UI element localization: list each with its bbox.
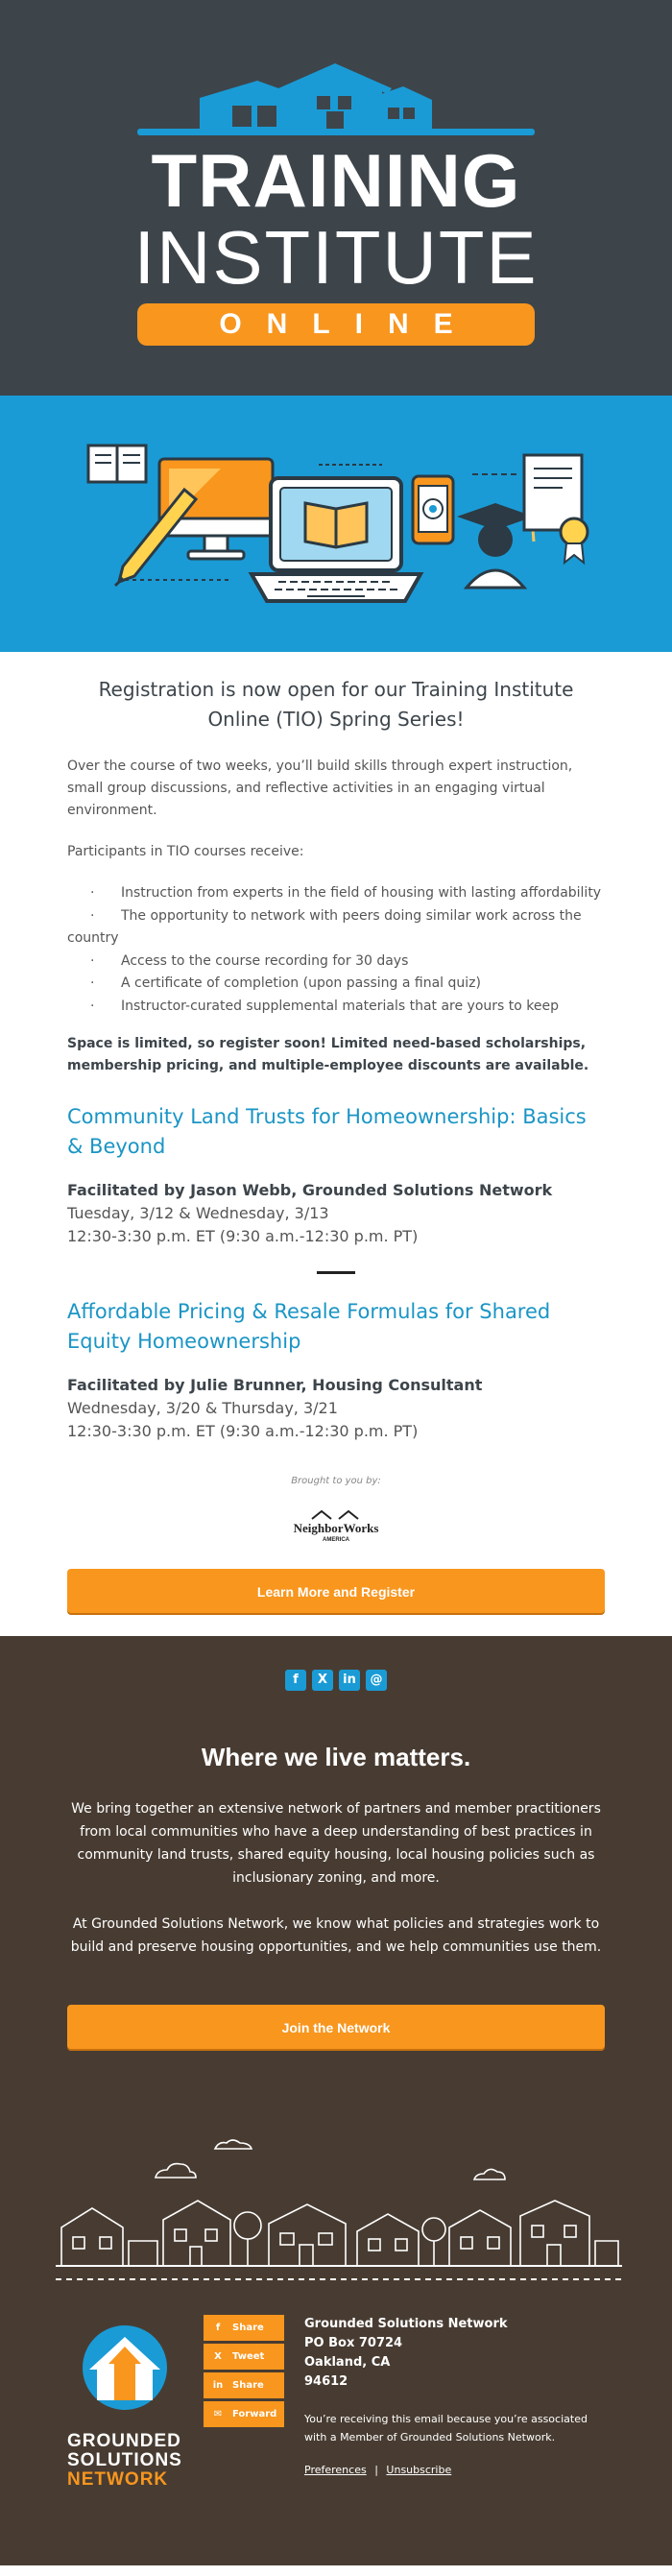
where-we-live-heading: Where we live matters. [201, 1743, 471, 1771]
join-network-button[interactable]: Join the Network [67, 2005, 605, 2049]
linkedin-icon: in [212, 2380, 224, 2391]
graduate-icon [457, 503, 534, 588]
grounded-solutions-logo-text: GROUNDED SOLUTIONS NETWORK [67, 2431, 182, 2490]
grounded-solutions-house-logo [82, 2320, 178, 2416]
course1-time: 12:30-3:30 p.m. ET (9:30 a.m.-12:30 p.m. PT) [67, 1227, 419, 1245]
space-limited-note: Space is limited, so register soon! Limited need-based scholarships, membership pricing, and multiple-employee discounts are available. [67, 1036, 589, 1073]
link-separator: | [374, 2464, 378, 2476]
preferences-link[interactable]: Preferences [304, 2464, 367, 2476]
mailing-address: Grounded Solutions Network PO Box 70724 Oakland, CA 94612 [304, 2317, 508, 2389]
laptop-icon [252, 478, 420, 601]
unsubscribe-link[interactable]: Unsubscribe [386, 2464, 452, 2476]
list-item: · A certificate of completion (upon passing a final quiz) [90, 975, 481, 991]
registration-headline: Registration is now open for our Training Institute Online (TIO) Spring Series! [98, 678, 574, 731]
course-divider [317, 1271, 355, 1274]
title-online-bar: ONLINE [137, 303, 535, 346]
phone-icon [413, 476, 453, 543]
pencil-icon [115, 490, 196, 586]
list-item: · Instructor-curated supplemental materials that are yours to keep [90, 998, 559, 1014]
learning-illustration [0, 396, 672, 652]
footer-section [0, 1636, 672, 2565]
facebook-share-button[interactable]: f Share [204, 2315, 284, 2341]
x-icon: X [214, 2351, 222, 2362]
title-training: TRAINING [151, 138, 521, 223]
online-learning-illustration [0, 396, 672, 652]
x-tweet-button[interactable]: X Tweet [204, 2344, 284, 2370]
facebook-icon: f [215, 2323, 221, 2333]
neighborworks-logo [293, 1505, 379, 1544]
social-links [0, 1636, 672, 1702]
intro-paragraph: Over the course of two weeks, you’ll build skills through expert instruction, small group discussions, and reflective activities in an engaging virtual environment. [67, 758, 573, 818]
linkedin-share-button[interactable]: in Share [204, 2372, 284, 2398]
participants-label: Participants in TIO courses receive: [67, 844, 304, 859]
course2-dates: Wednesday, 3/20 & Thursday, 3/21 [67, 1399, 338, 1417]
list-item: · Access to the course recording for 30 days [90, 952, 409, 969]
footer-info [0, 2281, 672, 2531]
course1-facilitator: Facilitated by Jason Webb, Grounded Solutions Network [67, 1181, 553, 1199]
neighborhood-skyline-illustration [0, 2101, 672, 2281]
about-paragraph-1: We bring together an extensive network of partners and member practitioners from local communities who have a deep understanding of best practices in community land trusts, shared equity housing, local housing policies such as inclusionary zoning, and more. [71, 1801, 601, 1886]
sponsor-logo-text: NeighborWorks [293, 1521, 379, 1535]
linkedin-icon[interactable]: in [339, 1670, 360, 1691]
learn-more-register-button[interactable]: Learn More and Register [67, 1569, 605, 1613]
sponsor-logo-sub: AMERICA [323, 1537, 349, 1543]
footer-links [304, 2464, 451, 2476]
course2-title[interactable]: Affordable Pricing & Resale Formulas for Shared Equity Homeownership [67, 1300, 551, 1353]
brought-to-you-by: Brought to you by: [291, 1476, 381, 1486]
x-icon[interactable]: X [312, 1670, 333, 1691]
facebook-icon[interactable]: f [285, 1670, 306, 1691]
envelope-icon: ✉ [213, 2409, 223, 2420]
list-item: · Instruction from experts in the field of housing with lasting affordability [90, 885, 602, 901]
website-icon[interactable]: @ [366, 1670, 387, 1691]
course1-dates: Tuesday, 3/12 & Wednesday, 3/13 [67, 1204, 329, 1222]
list-item: · The opportunity to network with peers doing similar work across the country [67, 907, 582, 946]
hero-banner [0, 0, 672, 396]
main-content [0, 675, 672, 1636]
course2-facilitator: Facilitated by Julie Brunner, Housing Consultant [67, 1376, 483, 1394]
receiving-notice: You’re receiving this email because you’re associated with a Member of Grounded Solutions Network. [304, 2413, 588, 2444]
course1-title[interactable]: Community Land Trusts for Homeownership: Basics & Beyond [67, 1105, 587, 1158]
certificate-icon [524, 455, 588, 563]
title-institute: INSTITUTE [133, 215, 539, 300]
book-icon [88, 445, 146, 482]
course2-time: 12:30-3:30 p.m. ET (9:30 a.m.-12:30 p.m. PT) [67, 1422, 419, 1440]
benefits-list [67, 882, 605, 1018]
about-paragraph-2: At Grounded Solutions Network, we know what policies and strategies work to build and preserve housing opportunities, and we help communities use them. [70, 1916, 602, 1955]
forward-email-button[interactable]: ✉ Forward [204, 2401, 284, 2427]
